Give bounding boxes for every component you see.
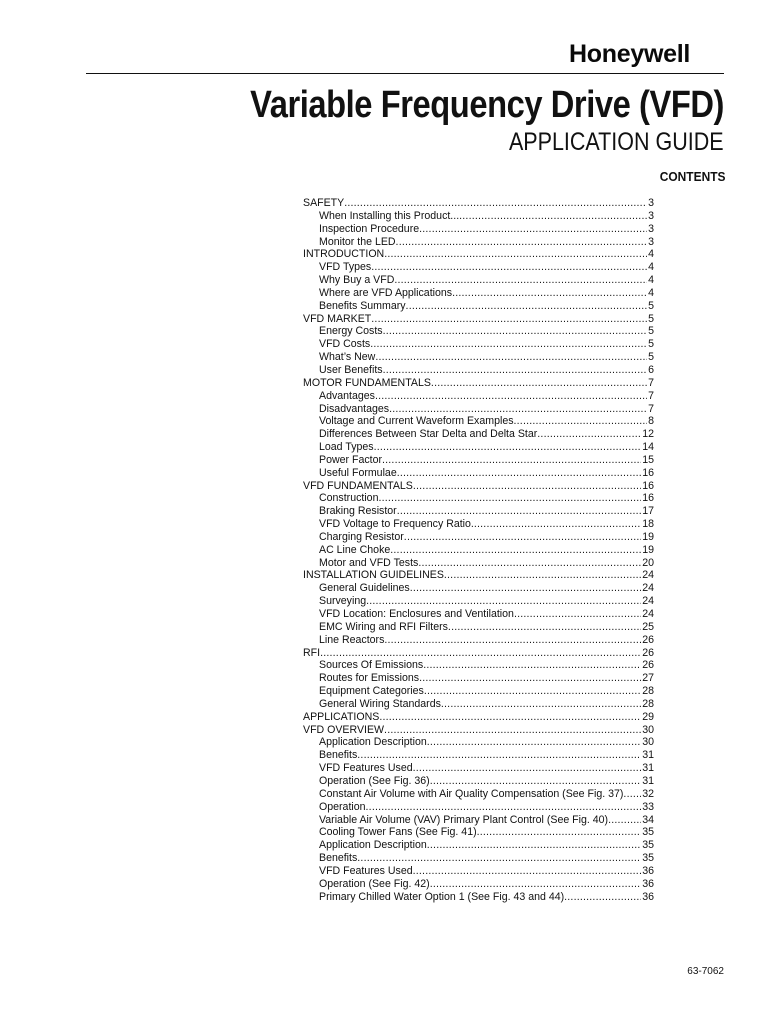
toc-dot-leader: [383, 325, 648, 338]
toc-entry-page: 27: [642, 672, 654, 685]
toc-entry-title: Benefits: [319, 852, 358, 865]
toc-dot-leader: [537, 428, 641, 441]
toc-entry-page: 20: [642, 556, 654, 569]
toc-entry[interactable]: [303, 685, 654, 698]
toc-entry-title: When Installing this Product...: [319, 209, 460, 222]
toc-entry-page: 12: [642, 428, 654, 441]
toc-entry[interactable]: [303, 531, 654, 544]
toc-entry-page: 19: [642, 543, 654, 556]
toc-entry-page: 24: [642, 569, 654, 582]
toc-dot-leader: [431, 377, 647, 390]
toc-entry[interactable]: [303, 839, 654, 852]
toc-entry-title: VFD Voltage to Frequency Ratio.: [319, 518, 474, 531]
toc-entry-title: General Guidelines: [319, 582, 410, 595]
toc-entry-page: 28: [642, 685, 654, 698]
toc-entry-page: 5: [648, 325, 654, 338]
toc-entry-title: User Benefits: [319, 363, 383, 376]
toc-dot-leader: [514, 415, 648, 428]
toc-entry-page: 24: [642, 595, 654, 608]
toc-entry[interactable]: [303, 197, 654, 210]
toc-entry-page: 7: [648, 402, 654, 415]
toc-entry-title: VFD Costs: [319, 338, 371, 351]
toc-entry-title: INSTALLATION GUIDELINES: [303, 569, 444, 582]
toc-entry[interactable]: [303, 390, 654, 403]
toc-entry-title: Constant Air Volume with Air Quality Compensation (See Fig. 37): [319, 787, 624, 800]
toc-entry-title: What’s New: [319, 351, 376, 364]
contents-heading: CONTENTS: [659, 169, 725, 184]
toc-entry-title: Power Factor: [319, 453, 382, 466]
toc-dot-leader: [344, 197, 647, 210]
toc-entry-title: Cooling Tower Fans (See Fig. 41): [319, 826, 477, 839]
toc-entry-page: 26: [642, 659, 654, 672]
toc-dot-leader: [424, 685, 641, 698]
toc-dot-leader: [404, 531, 641, 544]
toc-entry-page: 30: [642, 736, 654, 749]
toc-entry[interactable]: [303, 852, 654, 865]
toc-entry[interactable]: [303, 698, 654, 711]
toc-entry[interactable]: [303, 338, 654, 351]
toc-entry[interactable]: [303, 711, 654, 724]
toc-entry-title: VFD Features Used: [319, 762, 413, 775]
toc-entry-page: 36: [642, 864, 654, 877]
toc-entry[interactable]: [303, 518, 654, 531]
toc-entry-title: Operation: [319, 800, 366, 813]
toc-entry-page: 29: [642, 710, 654, 723]
toc-dot-leader: [418, 557, 641, 570]
toc-dot-leader: [430, 878, 642, 891]
toc-entry[interactable]: [303, 762, 654, 775]
toc-entry-title: Charging Resistor: [319, 530, 404, 543]
toc-entry[interactable]: [303, 274, 654, 287]
toc-entry-page: 26: [642, 646, 654, 659]
toc-entry-page: 16: [642, 492, 654, 505]
toc-dot-leader: [413, 762, 642, 775]
toc-entry[interactable]: [303, 415, 654, 428]
toc-entry[interactable]: [303, 428, 654, 441]
toc-dot-leader: [357, 852, 641, 865]
toc-entry[interactable]: [303, 557, 654, 570]
toc-entry-page: 7: [648, 389, 654, 402]
toc-entry-page: 14: [642, 441, 654, 454]
toc-dot-leader: [410, 582, 642, 595]
toc-entry-title: RFI: [303, 646, 321, 659]
toc-entry[interactable]: [303, 300, 654, 313]
toc-entry-page: 3: [648, 209, 654, 222]
toc-entry-title: Differences Between Star Delta and Delta Star: [319, 428, 538, 441]
toc-dot-leader: [371, 261, 647, 274]
toc-entry-page: 31: [642, 749, 654, 762]
toc-dot-leader: [459, 210, 647, 223]
toc-entry-title: Inspection Procedure: [319, 222, 420, 235]
toc-entry-page: 33: [642, 800, 654, 813]
toc-entry[interactable]: [303, 210, 654, 223]
document-number: 63-7062: [687, 966, 724, 977]
toc-dot-leader: [384, 634, 641, 647]
toc-entry[interactable]: [303, 287, 654, 300]
brand-logo: Honeywell: [569, 40, 690, 68]
toc-dot-leader: [382, 454, 641, 467]
toc-entry[interactable]: [303, 441, 654, 454]
toc-entry[interactable]: [303, 724, 654, 737]
toc-entry-title: Load Types: [319, 441, 374, 454]
toc-entry-title: Application Description: [319, 839, 427, 852]
toc-entry-page: 25: [642, 620, 654, 633]
toc-entry[interactable]: [303, 261, 654, 274]
toc-entry-page: 4: [648, 274, 654, 287]
toc-dot-leader: [441, 698, 641, 711]
toc-entry-title: General Wiring Standards: [319, 697, 441, 710]
toc-entry-title: AC Line Choke: [319, 543, 391, 556]
toc-dot-leader: [370, 338, 647, 351]
toc-dot-leader: [406, 300, 648, 313]
toc-entry[interactable]: [303, 313, 654, 326]
toc-entry-title: Where are VFD Applications: [319, 286, 453, 299]
toc-dot-leader: [477, 826, 642, 839]
toc-entry-page: 5: [648, 312, 654, 325]
table-of-contents: [303, 197, 654, 903]
toc-dot-leader: [389, 403, 647, 416]
toc-entry[interactable]: [303, 621, 654, 634]
toc-dot-leader: [397, 467, 641, 480]
toc-entry-title: INTRODUCTION: [303, 248, 385, 261]
toc-entry-page: 24: [642, 608, 654, 620]
toc-entry-page: 36: [642, 877, 654, 890]
toc-entry[interactable]: [303, 775, 654, 788]
toc-entry-title: Braking Resistor: [319, 505, 397, 518]
toc-entry[interactable]: [303, 634, 654, 647]
toc-entry[interactable]: [303, 736, 654, 749]
toc-entry[interactable]: [303, 672, 654, 685]
toc-entry-title: VFD Location: Enclosures and Ventilation: [319, 608, 514, 620]
toc-entry[interactable]: [303, 454, 654, 467]
toc-entry[interactable]: [303, 826, 654, 839]
toc-entry[interactable]: [303, 647, 654, 660]
toc-entry-page: 4: [648, 286, 654, 299]
toc-entry-page: 28: [642, 697, 654, 710]
toc-entry-page: 3: [648, 235, 654, 248]
toc-entry-title: Why Buy a VFD: [319, 274, 395, 287]
toc-entry[interactable]: [303, 595, 654, 608]
toc-entry-title: Benefits Summary: [319, 299, 406, 312]
toc-entry[interactable]: [303, 891, 654, 904]
toc-entry-page: 36: [642, 890, 654, 903]
header-rule: [86, 73, 724, 74]
toc-entry[interactable]: [303, 505, 654, 518]
toc-entry-title: VFD OVERVIEW: [303, 723, 385, 736]
toc-dot-leader: [371, 313, 647, 326]
toc-entry-page: 16: [642, 479, 654, 492]
toc-entry[interactable]: [303, 865, 654, 878]
toc-entry-title: Operation (See Fig. 42): [319, 877, 430, 890]
toc-entry-title: Useful Formulae: [319, 466, 397, 479]
toc-entry-page: 18: [642, 518, 654, 531]
toc-entry-title: Equipment Categories: [319, 685, 424, 698]
toc-entry[interactable]: [303, 364, 654, 377]
toc-dot-leader: [384, 248, 647, 261]
toc-entry-title: Sources Of Emissions: [319, 659, 424, 672]
toc-entry-title: Routes for Emissions: [319, 672, 420, 685]
toc-entry[interactable]: [303, 878, 654, 891]
toc-dot-leader: [383, 364, 648, 377]
toc-dot-leader: [374, 441, 642, 454]
toc-entry[interactable]: [303, 236, 654, 249]
toc-dot-leader: [427, 839, 641, 852]
toc-entry-title: Benefits: [319, 749, 358, 762]
toc-entry[interactable]: [303, 467, 654, 480]
toc-dot-leader: [397, 505, 641, 518]
toc-entry[interactable]: [303, 801, 654, 814]
toc-entry[interactable]: [303, 749, 654, 762]
toc-entry-page: 15: [642, 453, 654, 466]
toc-entry-title: Motor and VFD Tests: [319, 556, 419, 569]
toc-entry[interactable]: [303, 788, 654, 801]
toc-dot-leader: [384, 724, 641, 737]
toc-dot-leader: [564, 891, 641, 904]
toc-dot-leader: [394, 274, 647, 287]
toc-entry-title: Operation (See Fig. 36): [319, 774, 430, 787]
toc-dot-leader: [366, 595, 641, 608]
toc-entry-title: Construction: [319, 492, 379, 505]
toc-dot-leader: [444, 569, 641, 582]
toc-entry-title: Monitor the LED: [319, 235, 396, 248]
toc-entry-page: 6: [648, 363, 654, 376]
toc-entry-page: 26: [642, 633, 654, 646]
toc-dot-leader: [320, 647, 641, 660]
toc-entry-page: 35: [642, 839, 654, 852]
toc-entry-page: 32: [642, 787, 654, 800]
toc-entry-title: Energy Costs: [319, 325, 383, 338]
toc-entry[interactable]: [303, 659, 654, 672]
toc-dot-leader: [366, 801, 642, 814]
toc-entry-title: Application Description: [319, 736, 427, 749]
toc-entry[interactable]: [303, 351, 654, 364]
toc-entry-page: 3: [648, 197, 654, 209]
toc-entry-title: MOTOR FUNDAMENTALS: [303, 376, 431, 389]
toc-entry-page: 31: [642, 762, 654, 775]
document-title: Variable Frequency Drive (VFD): [250, 84, 724, 126]
toc-entry-title: SAFETY: [303, 197, 345, 209]
toc-entry-title: Voltage and Current Waveform Examples: [319, 415, 514, 428]
toc-entry-page: 5: [648, 351, 654, 364]
toc-dot-leader: [378, 492, 641, 505]
toc-entry-title: VFD Types: [319, 261, 372, 274]
toc-entry-page: 19: [642, 530, 654, 543]
toc-dot-leader: [474, 518, 641, 531]
toc-entry[interactable]: [303, 569, 654, 582]
toc-entry-page: 5: [648, 338, 654, 351]
toc-entry[interactable]: [303, 814, 654, 827]
toc-entry-page: 8: [648, 415, 654, 428]
toc-dot-leader: [448, 621, 641, 634]
toc-entry[interactable]: [303, 608, 654, 621]
toc-entry-title: VFD MARKET: [303, 312, 372, 325]
toc-entry[interactable]: [303, 248, 654, 261]
toc-dot-leader: [357, 749, 641, 762]
toc-dot-leader: [419, 223, 647, 236]
toc-entry[interactable]: [303, 544, 654, 557]
toc-entry-title: EMC Wiring and RFI Filters: [319, 620, 448, 633]
toc-entry-title: Disadvantages: [319, 402, 390, 415]
toc-entry-title: Variable Air Volume (VAV) Primary Plant Control (See Fig. 40): [319, 813, 609, 826]
toc-entry[interactable]: [303, 480, 654, 493]
toc-dot-leader: [623, 788, 641, 801]
toc-entry-title: Surveying: [319, 595, 367, 608]
toc-entry[interactable]: [303, 492, 654, 505]
toc-entry-page: 35: [642, 826, 654, 839]
toc-dot-leader: [608, 814, 641, 827]
toc-entry-page: 16: [642, 466, 654, 479]
toc-dot-leader: [427, 736, 641, 749]
toc-dot-leader: [423, 659, 641, 672]
toc-dot-leader: [430, 775, 642, 788]
toc-dot-leader: [452, 287, 647, 300]
toc-entry-title: VFD Features Used: [319, 864, 413, 877]
toc-entry-page: 4: [648, 248, 654, 261]
toc-entry-page: 31: [642, 774, 654, 787]
toc-entry[interactable]: [303, 403, 654, 416]
toc-dot-leader: [379, 711, 641, 724]
toc-entry[interactable]: [303, 582, 654, 595]
document-subtitle: APPLICATION GUIDE: [509, 128, 724, 156]
toc-dot-leader: [375, 351, 647, 364]
toc-entry-title: Primary Chilled Water Option 1 (See Fig. 43 and 44): [319, 890, 565, 903]
toc-entry-title: APPLICATIONS: [303, 710, 380, 723]
toc-entry-page: 17: [642, 505, 654, 518]
toc-entry[interactable]: [303, 377, 654, 390]
toc-entry-page: 34: [642, 813, 654, 826]
toc-dot-leader: [375, 390, 647, 403]
toc-dot-leader: [413, 480, 641, 493]
toc-dot-leader: [419, 672, 641, 685]
toc-entry[interactable]: [303, 325, 654, 338]
toc-dot-leader: [396, 236, 648, 249]
toc-dot-leader: [413, 865, 642, 878]
toc-entry-page: 30: [642, 723, 654, 736]
toc-entry-title: Advantages: [319, 389, 375, 402]
toc-entry[interactable]: [303, 223, 654, 236]
toc-entry-page: 24: [642, 582, 654, 595]
toc-entry-page: 5: [648, 299, 654, 312]
toc-entry-page: 4: [648, 261, 654, 274]
toc-dot-leader: [514, 608, 641, 621]
toc-entry-page: 7: [648, 376, 654, 389]
toc-entry-title: VFD FUNDAMENTALS: [303, 479, 413, 492]
toc-dot-leader: [390, 544, 641, 557]
toc-entry-page: 3: [648, 222, 654, 235]
toc-entry-title: Line Reactors: [319, 633, 385, 646]
toc-entry-page: 35: [642, 852, 654, 865]
